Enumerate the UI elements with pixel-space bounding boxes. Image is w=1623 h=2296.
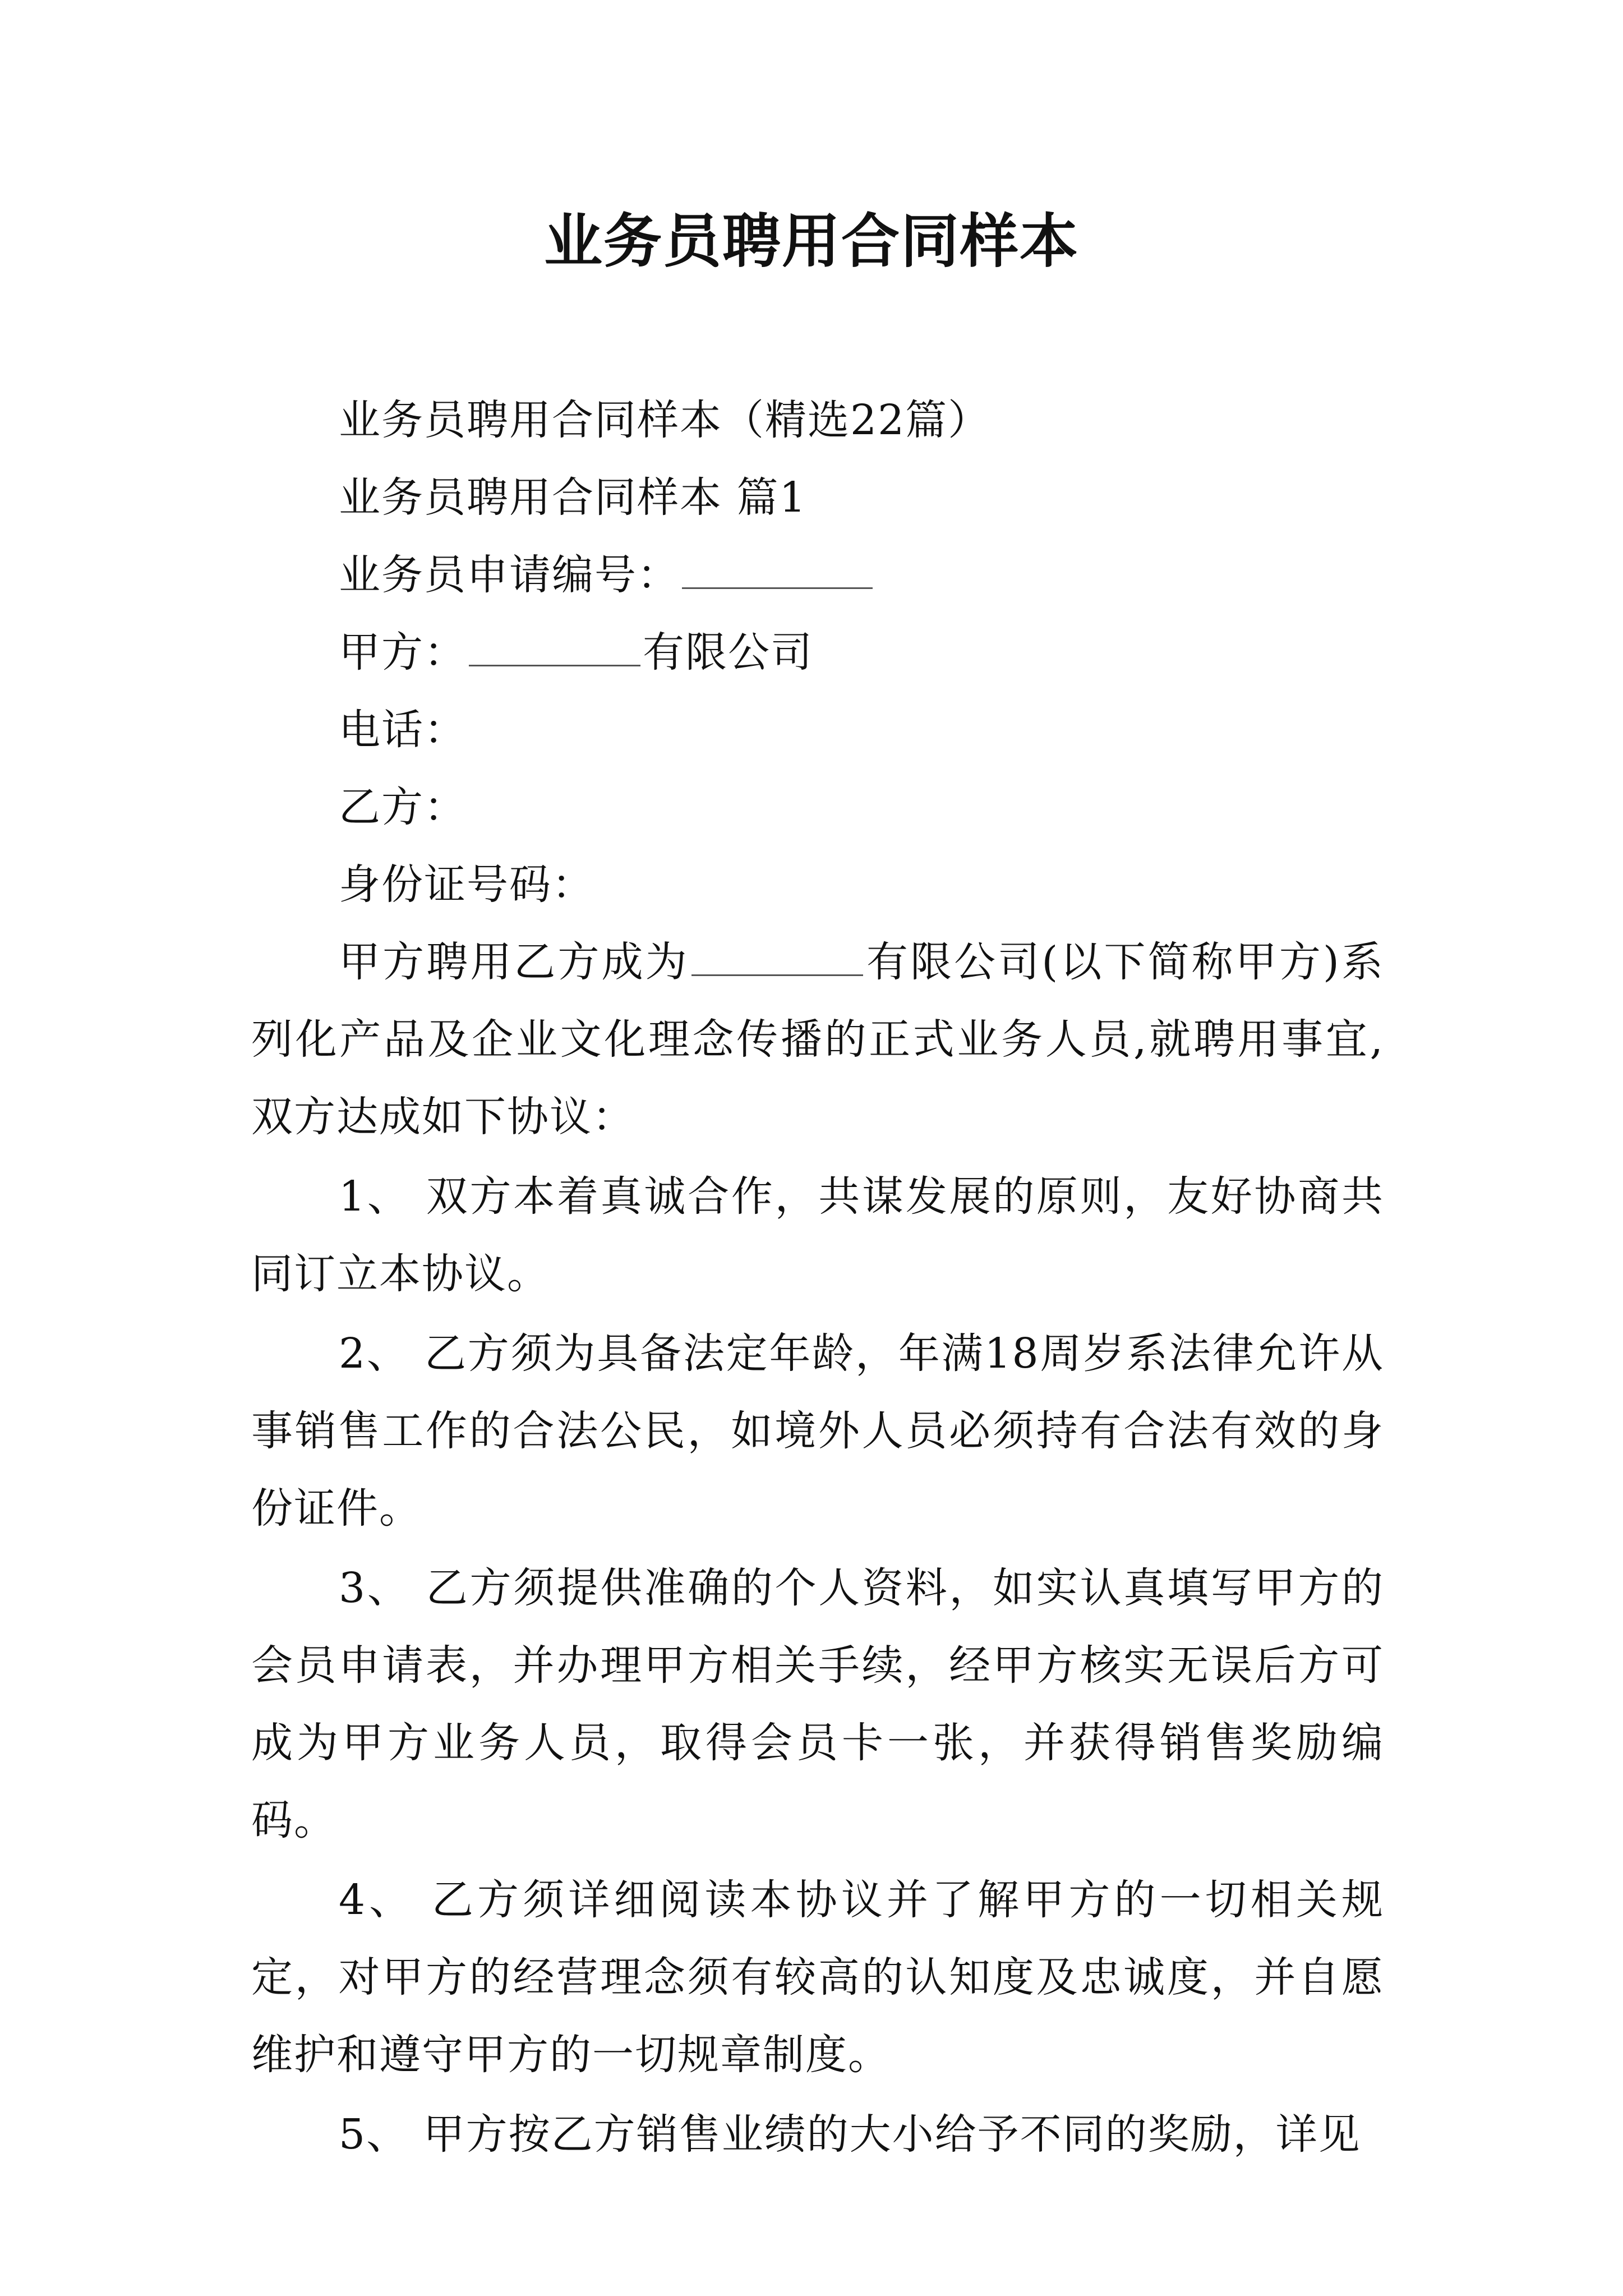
section-line: 业务员聘用合同样本 篇1	[339, 473, 807, 522]
clause-2: 2、 乙方须为具备法定年龄，年满18周岁系法律允许从事销售工作的合法公民，如境外人员必须持有合法有效的身份证件。	[251, 1329, 1384, 1533]
phone-field: 电话：	[339, 706, 467, 754]
clause-3: 3、 乙方须提供准确的个人资料，如实认真填写甲方的会员申请表，并办理甲方相关手续，经甲方核实无误后方可成为甲方业务人员，取得会员卡一张，并获得销售奖励编码。	[251, 1564, 1384, 1844]
party-a-suffix: 有限公司	[643, 628, 813, 677]
intro-company-blank[interactable]	[691, 931, 863, 976]
id-number-field: 身份证号码：	[339, 861, 594, 909]
party-b-field: 乙方：	[339, 783, 467, 831]
clause-4: 4、 乙方须详细阅读本协议并了解甲方的一切相关规定，对甲方的经营理念须有较高的认知度及忠诚度，并自愿维护和遵守甲方的一切规章制度。	[251, 1876, 1384, 2079]
clause-5: 5、 甲方按乙方销售业绩的大小给予不同的奖励，详见	[339, 2110, 1361, 2159]
application-number-field	[251, 536, 1384, 614]
intro-paragraph	[251, 923, 1384, 1156]
document-title: 业务员聘用合同样本	[543, 207, 1079, 275]
document-body	[251, 381, 1384, 2173]
application-number-blank[interactable]	[682, 544, 873, 589]
heading-line: 业务员聘用合同样本（精选22篇）	[339, 396, 991, 444]
party-a-blank[interactable]	[469, 621, 640, 666]
party-a-field	[251, 614, 1384, 691]
party-a-label: 甲方：	[339, 628, 467, 677]
application-number-label: 业务员申请编号：	[339, 551, 680, 599]
intro-text-end: 有限公司(以下简称甲方)系列化产品及企业文化理念传播的正式业务人员,就聘用事宜,双方达成如下协议：	[251, 938, 1384, 1141]
clause-1: 1、 双方本着真诚合作，共谋发展的原则，友好协商共同订立本协议。	[251, 1172, 1384, 1298]
intro-text-start: 甲方聘用乙方成为	[339, 938, 689, 986]
